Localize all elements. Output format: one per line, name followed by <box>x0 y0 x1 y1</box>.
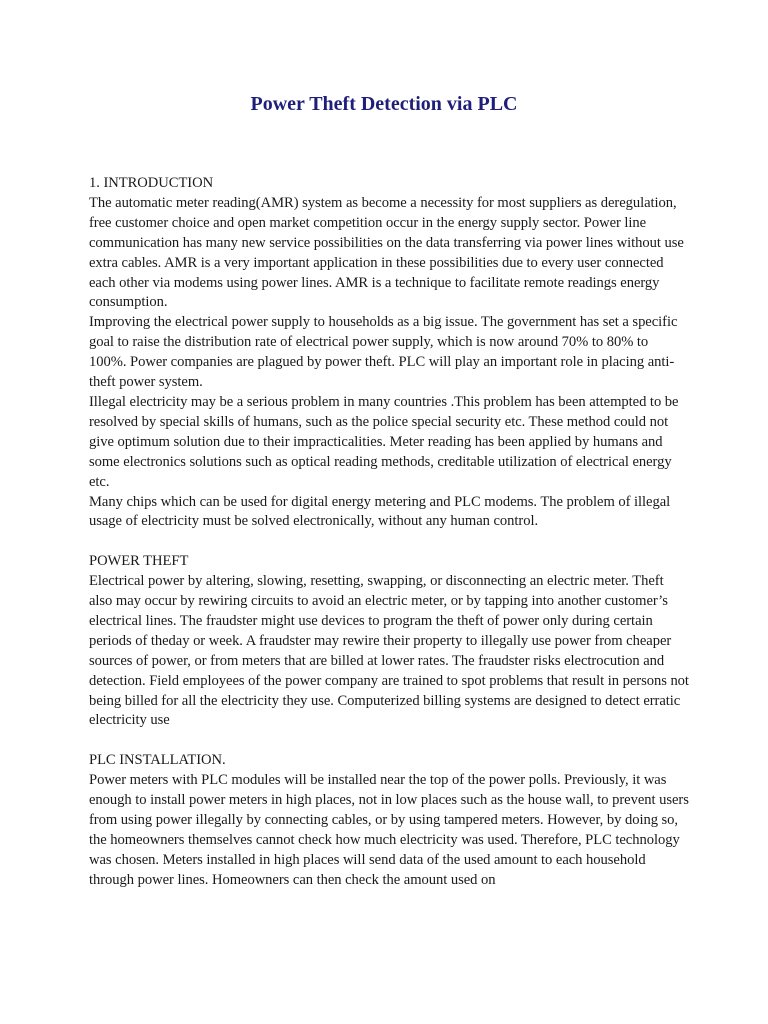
paragraph: The automatic meter reading(AMR) system as become a necessity for most suppliers as deregulation, free customer choice and open market competition occur in the energy supply sector. Power line communication has many new service possibilities on the data transferring via power lines without use extra cables. AMR is a very important application in these possibilities due to every user connected each other via modems using power lines. AMR is a technique to facilitate remote readings energy consumption. <box>89 194 684 311</box>
section-heading: 1. INTRODUCTION <box>89 175 214 191</box>
paragraph: Power meters with PLC modules will be installed near the top of the power polls. Previously, it was enough to install power meters in high places, not in low places such as the house wall, to prevent users from using power illegally by connecting cables, or by using tampered meters. However, by doing so, the homeowners themselves cannot check how much electricity was used. Therefore, PLC technology was chosen. Meters installed in high places will send data of the used amount to each household through power lines. Homeowners can then check the amount used on <box>89 772 689 888</box>
section-heading: POWER THEFT <box>89 553 189 570</box>
section-plc-installation <box>89 751 689 890</box>
section-power-theft <box>89 552 689 731</box>
paragraph: Illegal electricity may be a serious problem in many countries .This problem has been attempted to be resolved by special skills of humans, such as the police special security etc. These method could not give optimum solution due to their impracticalities. Meter reading has been applied by humans and some electronics solutions such as optical reading methods, creditable utilization of electrical energy etc. <box>89 393 679 490</box>
paragraph: Improving the electrical power supply to households as a big issue. The government has set a specific goal to raise the distribution rate of electrical power supply, which is now around 70% to 80% to 100%. Power companies are plagued by power theft. PLC will play an important role in placing anti-theft power system. <box>89 314 678 391</box>
document-body <box>89 174 689 910</box>
paragraph: Many chips which can be used for digital energy metering and PLC modems. The problem of illegal usage of electricity must be solved electronically, without any human control. <box>89 493 671 530</box>
section-heading: PLC INSTALLATION. <box>89 752 226 769</box>
document-title: Power Theft Detection via PLC <box>250 93 518 115</box>
paragraph: Electrical power by altering, slowing, resetting, swapping, or disconnecting an electric meter. Theft also may occur by rewiring circuits to avoid an electric meter, or by tapping into another customer’s electrical lines. The fraudster might use devices to program the theft of power only during certain periods of theday or week. A fraudster may rewire their property to illegally use power from cheaper sources of power, or from meters that are billed at lower rates. The fraudster risks electrocution and detection. Field employees of the power company are trained to spot problems that result in persons not being billed for all the electricity they use. Computerized billing systems are designed to detect erratic electricity use <box>89 573 689 729</box>
section-introduction <box>89 174 689 532</box>
